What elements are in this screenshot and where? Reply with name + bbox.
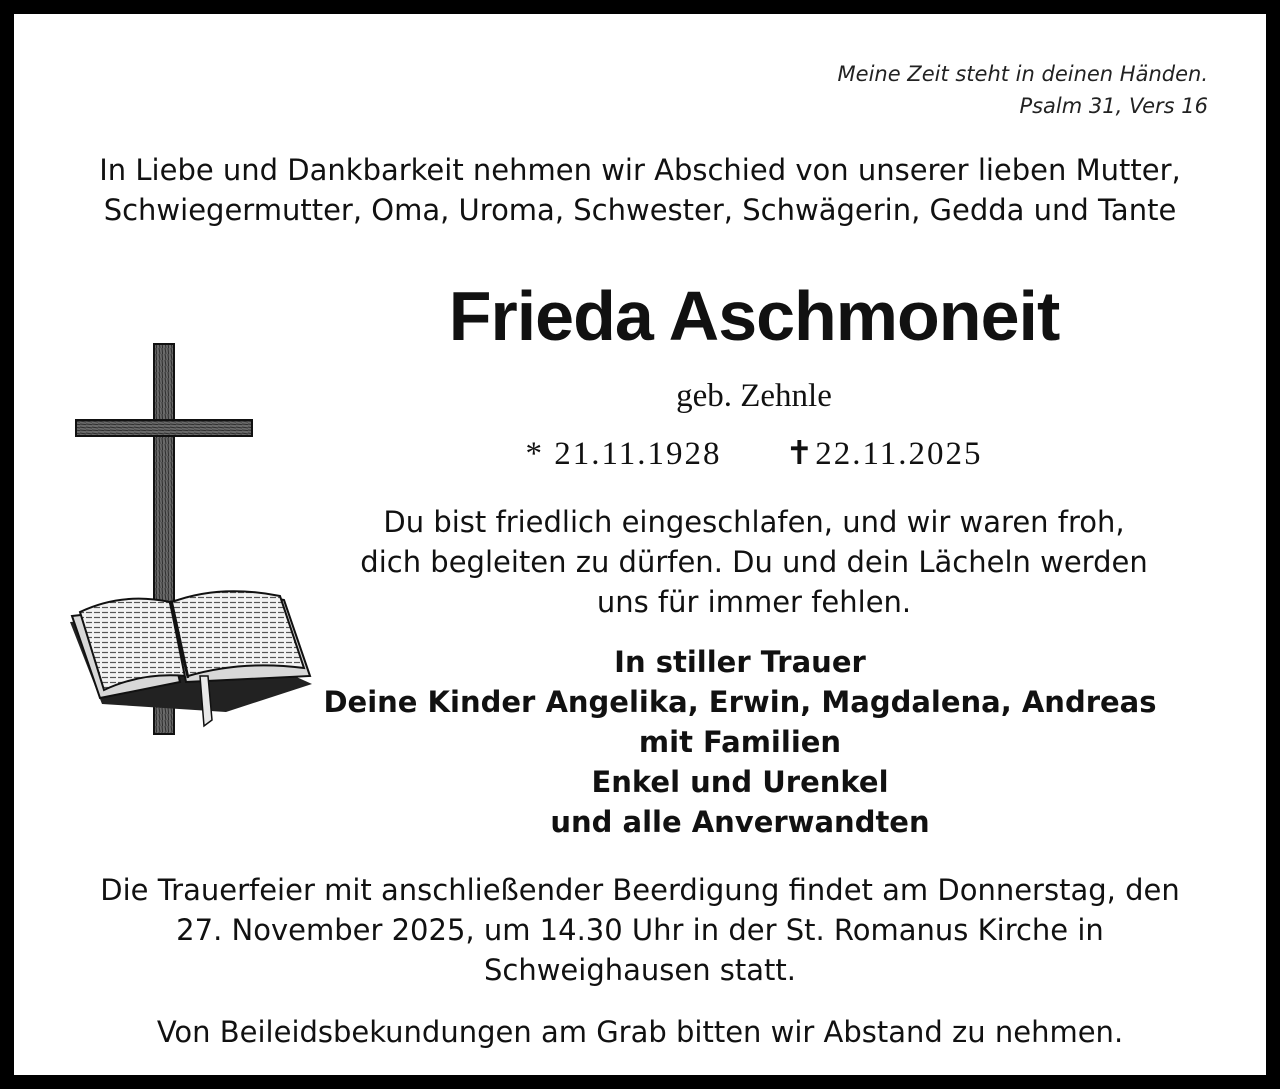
deceased-name: Frieda Aschmoneit — [448, 277, 1060, 355]
intro-line-1: In Liebe und Dankbarkeit nehmen wir Abschied von unserer lieben Mutter, — [99, 153, 1181, 187]
mourners-line-4: Enkel und Urenkel — [591, 765, 889, 799]
psalm-reference: Psalm 31, Vers 16 — [1019, 94, 1208, 118]
condolence-request: Von Beileidsbekundungen am Grab bitten wir Abstand zu nehmen. — [156, 1015, 1124, 1049]
service-line-1: Die Trauerfeier mit anschließender Beerdigung findet am Donnerstag, den — [100, 873, 1180, 907]
psalm-text: Meine Zeit steht in deinen Händen. — [837, 62, 1208, 86]
death-date: ✝22.11.2025 — [785, 436, 983, 472]
funeral-service-info — [14, 870, 1266, 990]
cross-with-open-bible-icon — [62, 330, 314, 740]
verse-line-1: Du bist friedlich eingeschlafen, und wir waren froh, — [383, 505, 1125, 539]
psalm-quote — [838, 58, 1208, 122]
obituary-notice — [14, 14, 1266, 1075]
mourners-line-2: Deine Kinder Angelika, Erwin, Magdalena, Andreas — [323, 685, 1157, 719]
verse-line-2: dich begleiten zu dürfen. Du und dein Lächeln werden — [360, 545, 1148, 579]
mourners-line-5: und alle Anverwandten — [550, 805, 930, 839]
maiden-name: geb. Zehnle — [676, 378, 832, 414]
mourners-line-1: In stiller Trauer — [614, 645, 866, 679]
service-line-2: 27. November 2025, um 14.30 Uhr in der St. Romanus Kirche in — [176, 913, 1104, 947]
verse-line-3: uns für immer fehlen. — [596, 585, 912, 619]
mourners-line-3: mit Familien — [638, 725, 842, 759]
birth-date: * 21.11.1928 — [525, 436, 722, 472]
service-line-3: Schweighausen statt. — [483, 953, 797, 987]
intro-line-2: Schwiegermutter, Oma, Uroma, Schwester, Schwägerin, Gedda und Tante — [103, 193, 1177, 227]
farewell-intro — [14, 150, 1266, 230]
